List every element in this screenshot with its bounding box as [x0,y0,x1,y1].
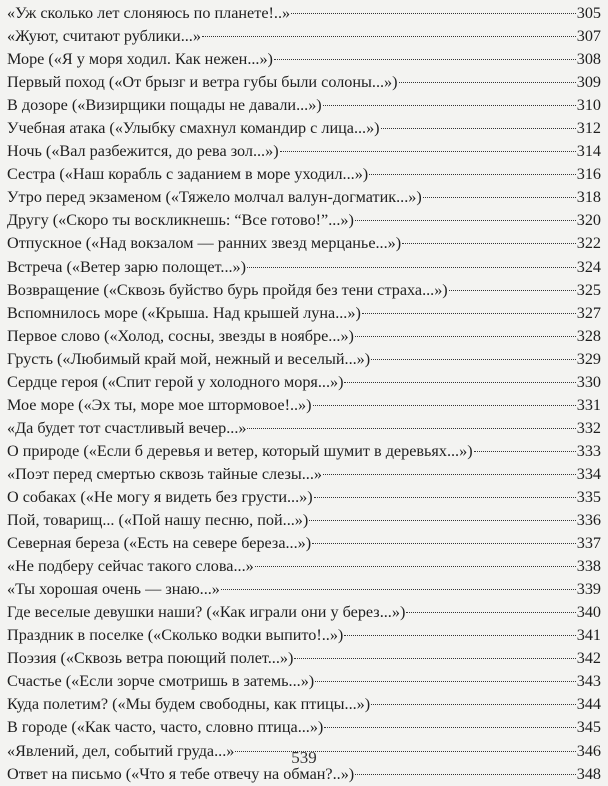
toc-entry-page: 338 [576,557,601,576]
dot-leader [221,589,576,590]
dot-leader [355,336,576,337]
toc-entry [7,325,601,348]
dot-leader [399,82,576,83]
toc-entry-title: Встреча («Ветер зарю полощет...») [7,257,247,276]
toc-entry-page: 320 [576,211,601,230]
toc-entry [7,348,601,371]
dot-leader [313,405,576,406]
toc-entry-page: 310 [576,96,601,115]
toc-entry-title: Другу («Скоро ты воскликнешь: “Все готово!”...») [7,211,354,230]
dot-leader [449,290,576,291]
toc-entry-title: О природе («Если б деревья и ветер, который шумит в деревьях...») [7,441,473,460]
toc-entry-title: Грусть («Любимый край мой, нежный и веселый...») [7,349,371,368]
dot-leader [406,612,575,613]
toc-entry-page: 331 [576,395,601,414]
toc-entry-title: В городе («Как часто, часто, словно птица...») [7,718,324,737]
page-number: 539 [291,748,317,767]
toc-entry [7,716,601,739]
dot-leader [381,128,576,129]
toc-entry-page: 345 [576,718,601,737]
toc-entry-title: «Явлений, дел, событий груда...» [7,741,235,760]
dot-leader [369,174,576,175]
toc-entry [7,624,601,647]
toc-entry-page: 307 [576,27,601,46]
dot-leader [324,727,575,728]
toc-entry [7,509,601,532]
toc-entry [7,486,601,509]
toc-entry [7,48,601,71]
toc-entry [7,417,601,440]
toc-entry-page: 329 [576,349,601,368]
toc-entry-page: 348 [576,764,601,783]
dot-leader [402,243,576,244]
toc-entry-title: Ночь («Вал разбежится, до рева зол...») [7,142,279,161]
toc-entry-page: 328 [576,326,601,345]
toc-entry [7,463,601,486]
toc-entry-title: «Жуют, считают рублики...» [7,27,201,46]
dot-leader [291,13,576,14]
toc-entry-page: 318 [576,188,601,207]
dot-leader [323,105,576,106]
toc-entry [7,117,601,140]
toc-entry-title: Первое слово («Холод, сосны, звезды в ноябре...») [7,326,354,345]
toc-entry-page: 316 [576,165,601,184]
toc-entry-page: 305 [576,4,601,22]
toc-entry [7,140,601,163]
toc-entry [7,279,601,302]
toc-entry-title: Первый поход («От брызг и ветра губы были солоны...») [7,73,398,92]
dot-leader [247,428,575,429]
toc-entry [7,371,601,394]
toc-entry-title: Праздник в поселке («Сколько водки выпито!..») [7,626,344,645]
toc-entry-title: Северная береза («Есть на севере береза...») [7,534,312,553]
toc-entry-title: Ответ на письмо («Что я тебе отвечу на обман?..») [7,764,355,783]
toc-entry-title: «Не подберу сейчас такого слова...» [7,557,254,576]
toc-entry-page: 327 [576,303,601,322]
toc-entry-title: Сердце героя («Спит герой у холодного моря...») [7,372,344,391]
toc-entry [7,186,601,209]
toc-entry-title: Счастье («Если зорче смотришь в затемь...») [7,672,315,691]
toc-entry [7,532,601,555]
toc-entry-title: В дозоре («Визирщики пощады не давали...») [7,96,322,115]
toc-entry-title: Где веселые девушки наши? («Как играли они у берез...») [7,603,406,622]
toc-entry [7,2,601,25]
dot-leader [247,267,576,268]
toc-entry [7,256,601,279]
toc-entry-page: 314 [576,142,601,161]
toc-entry-page: 334 [576,464,601,483]
toc-entry-title: Море («Я у моря ходил. Как нежен...») [7,50,273,69]
toc-entry-title: Возвращение («Сквозь буйство бурь пройдя без тени страха...») [7,280,448,299]
toc-entry-page: 330 [576,372,601,391]
toc-entry-page: 308 [576,50,601,69]
dot-leader [280,151,576,152]
toc-entry [7,647,601,670]
dot-leader [344,635,575,636]
dot-leader [312,543,576,544]
toc-entry-page: 309 [576,73,601,92]
dot-leader [423,197,576,198]
dot-leader [255,566,576,567]
toc-entry [7,209,601,232]
toc-entry-page: 346 [576,741,601,760]
toc-entry [7,302,601,325]
toc-entry [7,578,601,601]
toc-entry [7,163,601,186]
toc-entry-title: О собаках («Не могу я видеть без грусти...») [7,487,313,506]
dot-leader [274,59,576,60]
toc-entry-title: Поэзия («Сквозь ветра поющий полет...») [7,649,294,668]
toc-entry-page: 336 [576,511,601,530]
toc-entry-page: 343 [576,672,601,691]
toc-entry-title: Куда полетим? («Мы будем свободны, как птицы...») [7,695,371,714]
dot-leader [314,497,576,498]
toc-entry-page: 335 [576,487,601,506]
toc-entry-page: 333 [576,441,601,460]
toc-entry-title: «Поэт перед смертью сквозь тайные слезы...» [7,464,322,483]
toc-entry-page: 332 [576,418,601,437]
dot-leader [371,359,576,360]
dot-leader [355,774,576,775]
toc-entry-page: 322 [576,234,601,253]
toc-entry [7,394,601,417]
toc-entry-page: 344 [576,695,601,714]
toc-entry-title: Сестра («Наш корабль с заданием в море уходил...») [7,165,369,184]
toc-entry [7,555,601,578]
dot-leader [315,681,576,682]
toc-entry-title: Мое море («Эх ты, море мое штормовое!..») [7,395,312,414]
toc-entry [7,440,601,463]
toc-entry [7,232,601,255]
dot-leader [202,36,576,37]
toc-entry-page: 342 [576,649,601,668]
toc-entry [7,25,601,48]
toc-entry-page: 324 [576,257,601,276]
toc-entry-title: Учебная атака («Улыбку смахнул командир с лица...») [7,119,380,138]
dot-leader [362,313,576,314]
toc-entry-page: 340 [576,603,601,622]
toc-entry [7,693,601,716]
toc-entry-page: 339 [576,580,601,599]
toc-entry-page: 325 [576,280,601,299]
toc-entry-title: «Да будет тот счастливый вечер...» [7,418,247,437]
dot-leader [355,220,576,221]
dot-leader [344,382,575,383]
toc-entry-title: Пой, товарищ... («Пой нашу песню, пой...») [7,511,309,530]
dot-leader [294,658,575,659]
dot-leader [323,474,576,475]
toc-entry [7,670,601,693]
toc-entry [7,601,601,624]
toc-entry-page: 341 [576,626,601,645]
dot-leader [474,451,576,452]
toc-entry-page: 312 [576,119,601,138]
dot-leader [371,704,576,705]
toc-entry-title: «Уж сколько лет слоняюсь по планете!..» [7,4,291,22]
toc-entry-title: Утро перед экзаменом («Тяжело молчал валун-догматик...») [7,188,422,207]
toc-entry [7,94,601,117]
table-of-contents [7,2,601,786]
toc-entry-title: Вспомнилось море («Крыша. Над крышей луна...») [7,303,361,322]
dot-leader [309,520,575,521]
toc-entry-title: Отпускное («Над вокзалом — ранних звезд мерцанье...») [7,234,402,253]
toc-entry [7,71,601,94]
toc-entry-title: «Ты хорошая очень — знаю...» [7,580,220,599]
toc-entry-page: 337 [576,534,601,553]
